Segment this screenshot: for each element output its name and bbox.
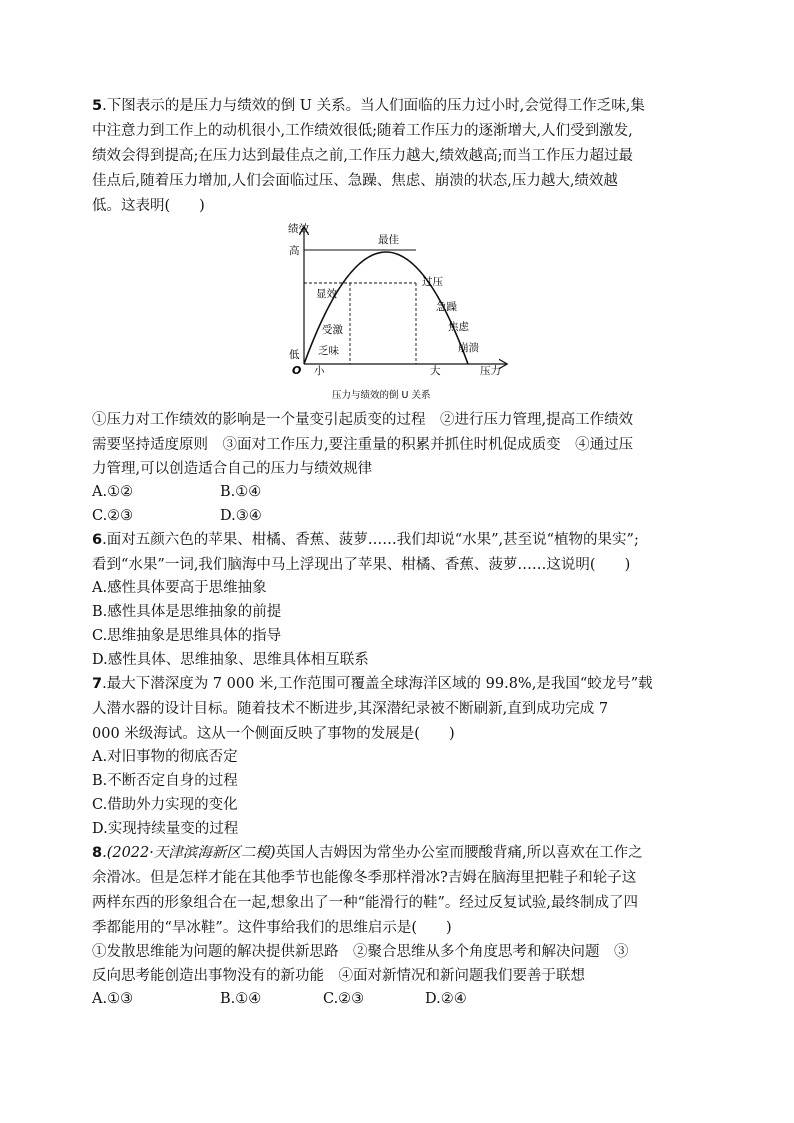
q8-stem-line-2: 余滑冰。但是怎样才能在其他季节也能像冬季那样滑冰?吉姆在脑海里把鞋子和轮子这: [92, 870, 637, 886]
q8-number: 8: [92, 845, 103, 861]
q8-stem-line-3: 两样东西的形象组合在一起,想象出了一种“能滑行的鞋”。经过反复试验,最终制成了四: [92, 895, 639, 911]
q7-option-c[interactable]: C.借助外力实现的变化: [92, 797, 238, 813]
q5-stem-line-1: 5.下图表示的是压力与绩效的倒 U 关系。当人们面临的压力过小时,会觉得工作乏味,集: [92, 98, 645, 114]
q8-stem-line-1: 8.(2022·天津滨海新区二模)英国人吉姆因为常坐办公室而腰酸背痛,所以喜欢在工作之: [92, 845, 643, 861]
q7-option-b[interactable]: B.不断否定自身的过程: [92, 773, 238, 789]
q7-option-d[interactable]: D.实现持续量变的过程: [92, 821, 239, 837]
q5-option-d[interactable]: D.③④: [220, 508, 262, 524]
q8-option-c[interactable]: C.②③: [323, 991, 365, 1007]
right-label-impatient: 急躁: [436, 301, 457, 313]
q8-source: .(2022·天津滨海新区二模): [102, 845, 276, 861]
q7-option-a[interactable]: A.对旧事物的彻底否定: [92, 749, 238, 765]
q8-stem-line-4: 季都能用的“旱冰鞋”。这件事给我们的思维启示是( ): [92, 920, 452, 936]
origin-label: O: [292, 364, 302, 377]
q5-option-b[interactable]: B.①④: [220, 484, 262, 500]
q6-option-a[interactable]: A.感性具体要高于思维抽象: [92, 580, 267, 596]
pressure-performance-figure: [280, 222, 520, 402]
left-label-effective: 显效: [316, 288, 337, 300]
q5-statement-line-2: 需要坚持适度原则 ③面对工作压力,要注重量的积累并抓住时机促成质变 ④通过压: [92, 437, 634, 453]
left-label-stimulated: 受激: [322, 324, 343, 336]
q8-option-d[interactable]: D.②④: [425, 991, 467, 1007]
q5-statement-line-1: ①压力对工作绩效的影响是一个量变引起质变的过程 ②进行压力管理,提高工作绩效: [92, 412, 634, 428]
q6-number: 6: [92, 532, 103, 548]
q6-stem-line-1: 6.面对五颜六色的苹果、柑橘、香蕉、菠萝……我们却说“水果”,甚至说“植物的果实”;: [92, 532, 639, 548]
y-high-label: 高: [289, 245, 300, 257]
q7-stem-line-1: 7.最大下潜深度为 7 000 米,工作范围可覆盖全球海洋区域的 99.8%,是我国“蛟龙号”载: [92, 676, 653, 692]
x-axis-label: 压力: [480, 365, 501, 377]
q6-stem-line-2: 看到“水果”一词,我们脑海中马上浮现出了苹果、柑橘、香蕉、菠萝……这说明( ): [92, 557, 631, 573]
q5-stem-line-2: 中注意力到工作上的动机很小,工作绩效很低;随着工作压力的逐渐增大,人们受到激发,: [92, 123, 633, 139]
q5-statement-line-3: 力管理,可以创造适合自己的压力与绩效规律: [92, 461, 373, 477]
x-large-label: 大: [430, 365, 441, 377]
q5-number: 5: [92, 98, 103, 114]
right-label-overpressure: 过压: [422, 276, 443, 288]
y-low-label: 低: [289, 349, 300, 361]
q5-stem-line-4: 佳点后,随着压力增加,人们会面临过压、急躁、焦虑、崩溃的状态,压力越大,绩效越: [92, 173, 618, 189]
x-small-label: 小: [314, 365, 325, 377]
q8-option-b[interactable]: B.①④: [220, 991, 262, 1007]
left-label-boring: 乏味: [318, 345, 339, 357]
q6-option-c[interactable]: C.思维抽象是思维具体的指导: [92, 628, 282, 644]
q7-stem-line-3: 000 米级海试。这从一个侧面反映了事物的发展是( ): [92, 726, 455, 742]
y-axis-label: 绩效: [288, 223, 309, 235]
q5-stem-line-5: 低。这表明( ): [92, 198, 205, 214]
q7-number: 7: [92, 676, 103, 692]
q5-stem-line-3: 绩效会得到提高;在压力达到最佳点之前,工作压力越大,绩效越高;而当工作压力超过最: [92, 148, 633, 164]
q6-option-b[interactable]: B.感性具体是思维抽象的前提: [92, 604, 282, 620]
right-label-collapse: 崩溃: [458, 342, 479, 354]
q8-statement-line-1: ①发散思维能为问题的解决提供新思路 ②聚合思维从多个角度思考和解决问题 ③: [92, 944, 629, 960]
right-label-anxious: 焦虑: [448, 321, 469, 333]
q5-option-a[interactable]: A.①②: [92, 484, 134, 500]
figure-caption: 压力与绩效的倒 U 关系: [332, 390, 431, 401]
q8-statement-line-2: 反向思考能创造出事物没有的新功能 ④面对新情况和新问题我们要善于联想: [92, 968, 585, 984]
q8-option-a[interactable]: A.①③: [92, 991, 134, 1007]
q6-option-d[interactable]: D.感性具体、思维抽象、思维具体相互联系: [92, 652, 369, 668]
q5-option-c[interactable]: C.②③: [92, 508, 134, 524]
peak-label: 最佳: [378, 234, 399, 246]
q7-stem-line-2: 人潜水器的设计目标。随着技术不断进步,其深潜纪录被不断刷新,直到成功完成 7: [92, 701, 609, 717]
